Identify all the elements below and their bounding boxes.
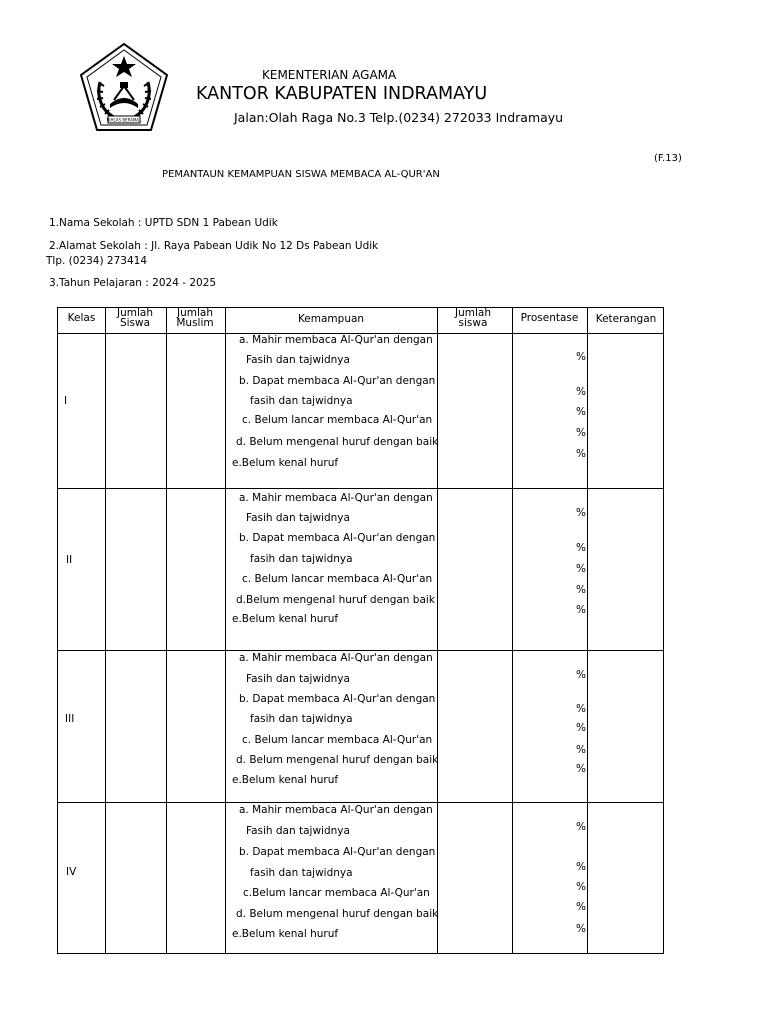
ministry-name: KEMENTERIAN AGAMA [262, 68, 397, 82]
header-jumlah-siswa-2: Jumlah siswa [455, 307, 491, 329]
ability-line: e.Belum kenal huruf [232, 457, 339, 469]
ability-line: b. Dapat membaca Al-Qur'an dengan [239, 846, 436, 858]
ability-line: a. Mahir membaca Al-Qur'an dengan [239, 804, 433, 816]
school-phone: Tlp. (0234) 273414 [46, 255, 148, 267]
kelas-label: I [64, 395, 68, 407]
percent-sign: % [576, 669, 586, 681]
percent-sign: % [576, 744, 586, 756]
ability-line: Fasih dan tajwidnya [246, 825, 350, 837]
ability-line: c.Belum lancar membaca Al-Qur'an [243, 887, 430, 899]
percent-sign: % [576, 923, 586, 935]
header-jumlah-siswa: Jumlah Siswa [117, 307, 153, 329]
school-address: 2.Alamat Sekolah : Jl. Raya Pabean Udik No 12 Ds Pabean Udik [49, 240, 379, 252]
ability-line: c. Belum lancar membaca Al-Qur'an [242, 414, 433, 426]
ability-line: a. Mahir membaca Al-Qur'an dengan [239, 492, 433, 504]
ability-line: d. Belum mengenal huruf dengan baik [236, 754, 439, 766]
header-jumlah-muslim: Jumlah Muslim [176, 307, 214, 329]
ability-line: Fasih dan tajwidnya [246, 354, 350, 366]
ability-line: Fasih dan tajwidnya [246, 673, 350, 685]
percent-sign: % [576, 507, 586, 519]
percent-sign: % [576, 448, 586, 460]
percent-sign: % [576, 861, 586, 873]
ability-line: e.Belum kenal huruf [232, 928, 339, 940]
ability-line: a. Mahir membaca Al-Qur'an dengan [239, 652, 433, 664]
ability-line: e.Belum kenal huruf [232, 613, 339, 625]
percent-sign: % [576, 881, 586, 893]
ability-line: fasih dan tajwidnya [250, 867, 353, 879]
percent-sign: % [576, 542, 586, 554]
percent-sign: % [576, 901, 586, 913]
ability-line: b. Dapat membaca Al-Qur'an dengan [239, 375, 436, 387]
percent-sign: % [576, 763, 586, 775]
page-title: PEMANTAUN KEMAMPUAN SISWA MEMBACA AL-QUR'AN [162, 169, 440, 180]
header-kemampuan: Kemampuan [297, 313, 365, 325]
kementerian-agama-emblem-icon [78, 42, 170, 134]
percent-sign: % [576, 427, 586, 439]
percent-sign: % [576, 821, 586, 833]
kelas-label: III [65, 713, 75, 725]
ability-line: b. Dapat membaca Al-Qur'an dengan [239, 532, 436, 544]
percent-sign: % [576, 386, 586, 398]
percent-sign: % [576, 604, 586, 616]
form-code: (F.13) [654, 153, 682, 164]
percent-sign: % [576, 584, 586, 596]
ability-line: b. Dapat membaca Al-Qur'an dengan [239, 693, 436, 705]
monitoring-table [57, 307, 664, 954]
percent-sign: % [576, 722, 586, 734]
ability-line: Fasih dan tajwidnya [246, 512, 350, 524]
percent-sign: % [576, 351, 586, 363]
ability-line: a. Mahir membaca Al-Qur'an dengan [239, 334, 433, 346]
header-kelas: Kelas [67, 312, 96, 324]
percent-sign: % [576, 563, 586, 575]
ability-line: d. Belum mengenal huruf dengan baik [236, 908, 439, 920]
logo-motto: IKHLAS BERAMAL [106, 117, 142, 123]
header-prosentase: Prosentase [520, 312, 579, 324]
kelas-label: IV [66, 866, 77, 878]
ability-line: c. Belum lancar membaca Al-Qur'an [242, 734, 433, 746]
ability-line: fasih dan tajwidnya [250, 553, 353, 565]
header-keterangan: Keterangan [595, 313, 657, 325]
percent-sign: % [576, 703, 586, 715]
ability-line: fasih dan tajwidnya [250, 713, 353, 725]
ability-line: fasih dan tajwidnya [250, 395, 353, 407]
ability-line: d.Belum mengenal huruf dengan baik [236, 594, 435, 606]
percent-sign: % [576, 406, 586, 418]
office-name: KANTOR KABUPATEN INDRAMAYU [196, 84, 488, 104]
office-address: Jalan:Olah Raga No.3 Telp.(0234) 272033 Indramayu [234, 110, 564, 125]
kelas-label: II [66, 554, 73, 566]
ability-line: d. Belum mengenal huruf dengan baik [236, 436, 439, 448]
school-name: 1.Nama Sekolah : UPTD SDN 1 Pabean Udik [49, 217, 278, 229]
ability-line: e.Belum kenal huruf [232, 774, 339, 786]
ability-line: c. Belum lancar membaca Al-Qur'an [242, 573, 433, 585]
school-year: 3.Tahun Pelajaran : 2024 - 2025 [49, 277, 217, 289]
